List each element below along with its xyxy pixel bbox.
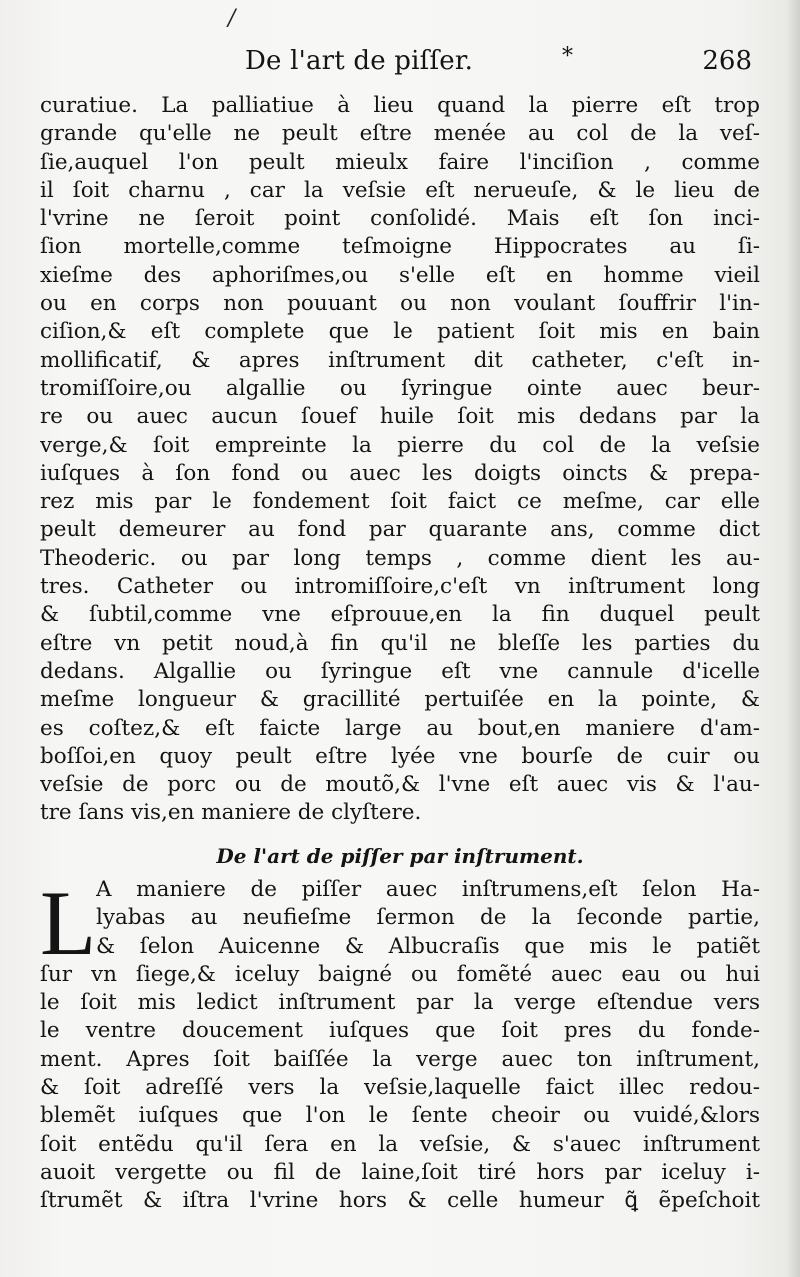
- text-line: & ſoit adreſſé vers la veſsie,laquelle faict illec redou-: [40, 1075, 760, 1101]
- text-line: le ſoit mis ledict inſtrument par la verge eſtendue vers: [40, 990, 760, 1016]
- chapter-body: [40, 872, 760, 1216]
- text-line: rez mis par le fondement ſoit faict ce meſme, car elle: [40, 489, 760, 515]
- text-line: meſme longueur & gracillité pertuiſée en la pointe, &: [40, 687, 760, 713]
- stray-ink-mark: /: [228, 6, 236, 31]
- text-line: l'vrine ne ſeroit point conſolidé. Mais eſt ſon inci-: [40, 206, 760, 232]
- text-line: ciſion,& eſt complete que le patient ſoit mis en bain: [40, 319, 760, 345]
- text-line: ſoit entẽdu qu'il ſera en la veſsie, & s'auec inſtrument: [40, 1131, 760, 1157]
- text-line: auoit vergette ou fil de laine,ſoit tiré hors par iceluy i-: [40, 1159, 760, 1185]
- text-line: tromiſſoire,ou algallie ou ſyringue ointe auec beur-: [40, 375, 760, 401]
- text-line: ſie,auquel l'on peult mieulx faire l'inciſion , comme: [40, 149, 760, 175]
- text-line: grande qu'elle ne peult eſtre menée au col de la veſ-: [40, 121, 760, 147]
- body-text: [40, 92, 760, 828]
- text-line: re ou auec aucun ſouef huile ſoit mis dedans par la: [40, 404, 760, 430]
- text-line: & ſubtil,comme vne eſprouue,en la fin duquel peult: [40, 602, 760, 628]
- page-number: 268: [702, 46, 752, 76]
- text-line: xieſme des aphoriſmes,ou s'elle eſt en homme vieil: [40, 262, 760, 288]
- chapter-full-lines: [40, 961, 760, 1216]
- text-line: tres. Catheter ou intromiſſoire,c'eſt vn inſtrument long: [40, 574, 760, 600]
- text-line: Theoderic. ou par long temps , comme dient les au-: [40, 545, 760, 571]
- text-line: ou en corps non pouuant ou non voulant ſouffrir l'in-: [40, 291, 760, 317]
- text-line: ment. Apres ſoit baiſſée la verge auec ton inſtrument,: [40, 1046, 760, 1072]
- text-line: le ventre doucement iuſques que ſoit pres du fonde-: [40, 1018, 760, 1044]
- text-line: es coſtez,& eſt faicte large au bout,en maniere d'am-: [40, 715, 760, 741]
- drop-cap-indented-lines: [96, 876, 760, 961]
- text-line: iuſques à ſon fond ou auec les doigts oincts & prepa-: [40, 460, 760, 486]
- page-header: [40, 46, 760, 90]
- text-line: blemẽt iuſques que l'on le ſente cheoir ou vuidé,&lors: [40, 1103, 760, 1129]
- text-line: lyabas au neufieſme ſermon de la ſeconde partie,: [96, 905, 760, 931]
- text-line: il ſoit charnu , car la veſsie eſt nerueuſe, & le lieu de: [40, 177, 760, 203]
- text-line: dedans. Algallie ou ſyringue eſt vne cannule d'icelle: [40, 658, 760, 684]
- running-title: De l'art de piſſer.: [245, 46, 474, 76]
- page-gutter-shadow: [786, 0, 800, 1277]
- text-line: curatiue. La palliatiue à lieu quand la pierre eſt trop: [40, 93, 760, 118]
- text-line: eſtre vn petit noud,à fin qu'il ne bleſſe les parties du: [40, 630, 760, 656]
- text-line: ſtrumẽt & iſtra l'vrine hors & celle humeur ꝗ̃ ẽpeſchoit: [40, 1188, 760, 1214]
- drop-cap: L: [40, 872, 97, 974]
- text-line: verge,& ſoit empreinte la pierre du col de la veſsie: [40, 432, 760, 458]
- text-line: & ſelon Auicenne & Albucraſis que mis le patiẽt: [96, 933, 760, 959]
- text-line: tre ſans vis,en maniere de clyſtere.: [40, 800, 422, 826]
- text-line: A maniere de piſſer auec inſtrumens,eſt ſelon Ha-: [96, 877, 760, 902]
- text-line: ſion mortelle,comme teſmoigne Hippocrates au ſi-: [40, 234, 760, 260]
- section-heading: De l'art de piſſer par inſtrument.: [216, 844, 584, 868]
- text-line: veſsie de porc ou de moutõ,& l'vne eſt auec vis & l'au-: [40, 772, 760, 798]
- header-asterisk: *: [562, 44, 573, 69]
- text-line: ſur vn ſiege,& iceluy baigné ou fomẽté auec eau ou hui: [40, 961, 760, 987]
- text-line: boſſoi,en quoy peult eſtre lyée vne bourſe de cuir ou: [40, 743, 760, 769]
- text-line: peult demeurer au fond par quarante ans, comme dict: [40, 517, 760, 543]
- text-line: mollificatif, & apres inſtrument dit catheter, c'eſt in-: [40, 347, 760, 373]
